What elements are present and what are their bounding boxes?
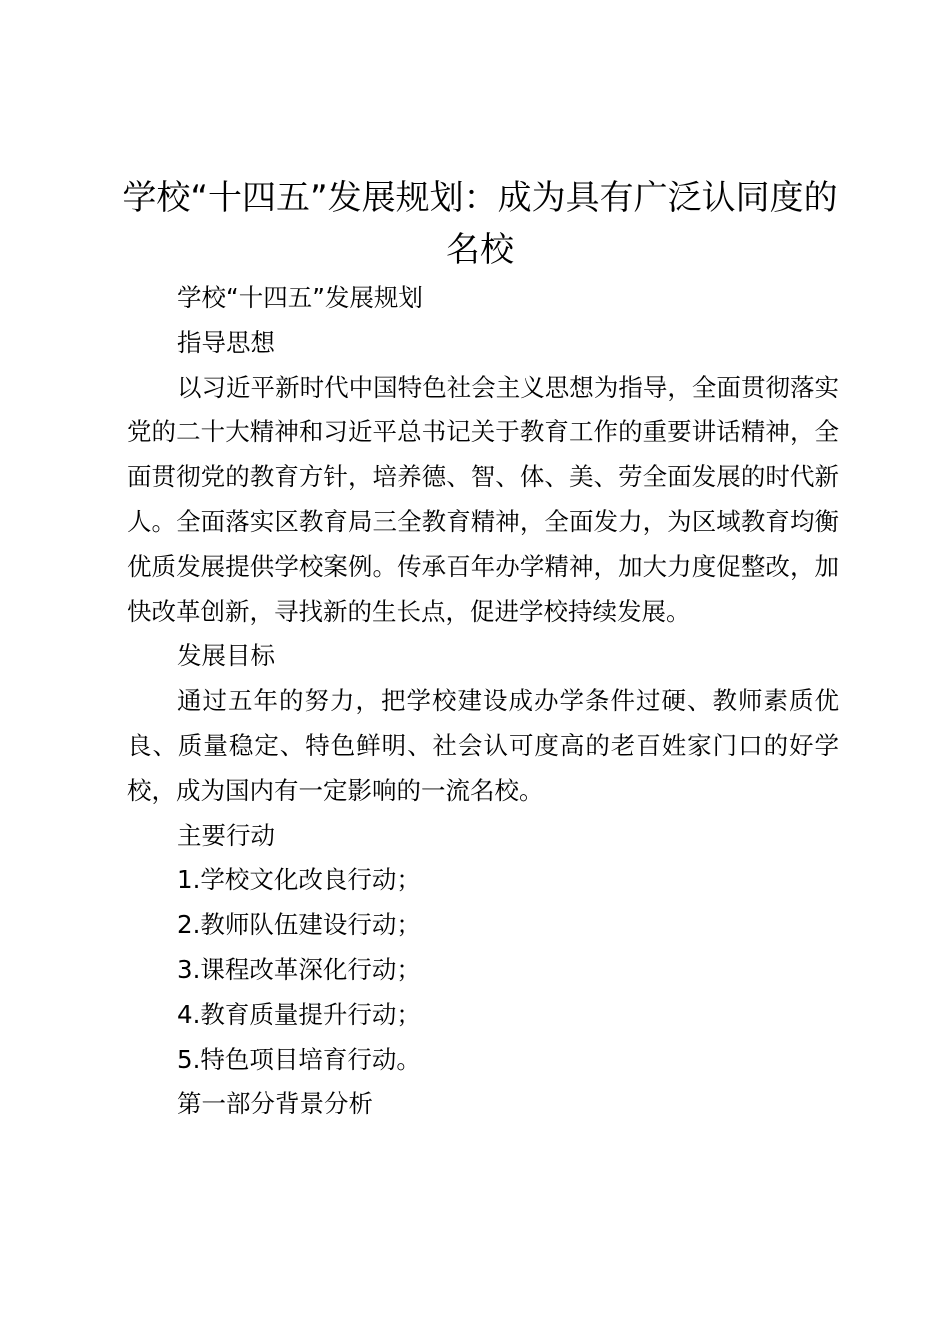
- action-item: 2.教师队伍建设行动；: [177, 910, 421, 940]
- action-item: 5.特色项目培育行动。: [177, 1044, 421, 1074]
- goal-heading: 发展目标: [177, 641, 275, 671]
- action-item: 4.教育质量提升行动；: [177, 999, 421, 1029]
- goal-paragraph: 通过五年的努力，把学校建设成办学条件过硬、教师素质优良、质量稳定、特色鲜明、社会认可度高的老百姓家门口的好学校，成为国内有一定影响的一流名校。: [127, 686, 839, 805]
- part-one-heading: 第一部分背景分析: [177, 1089, 373, 1119]
- action-item: 3.课程改革深化行动；: [177, 954, 421, 984]
- document-body: [127, 276, 839, 1127]
- guiding-thought-paragraph: 以习近平新时代中国特色社会主义思想为指导，全面贯彻落实党的二十大精神和习近平总书记关于教育工作的重要讲话精神，全面贯彻党的教育方针，培养德、智、体、美、劳全面发展的时代新人。全面落实区教育局三全教育精神，全面发力，为区域教育均衡优质发展提供学校案例。传承百年办学精神，加大力度促整改，加快改革创新，寻找新的生长点，促进学校持续发展。: [127, 372, 839, 626]
- action-item: 1.学校文化改良行动；: [177, 865, 421, 895]
- document-subtitle: 学校“十四五”发展规划: [177, 283, 423, 312]
- guiding-thought-heading: 指导思想: [177, 327, 275, 357]
- actions-heading: 主要行动: [177, 820, 275, 850]
- document-title: 学校“十四五”发展规划：成为具有广泛认同度的名校: [122, 178, 838, 270]
